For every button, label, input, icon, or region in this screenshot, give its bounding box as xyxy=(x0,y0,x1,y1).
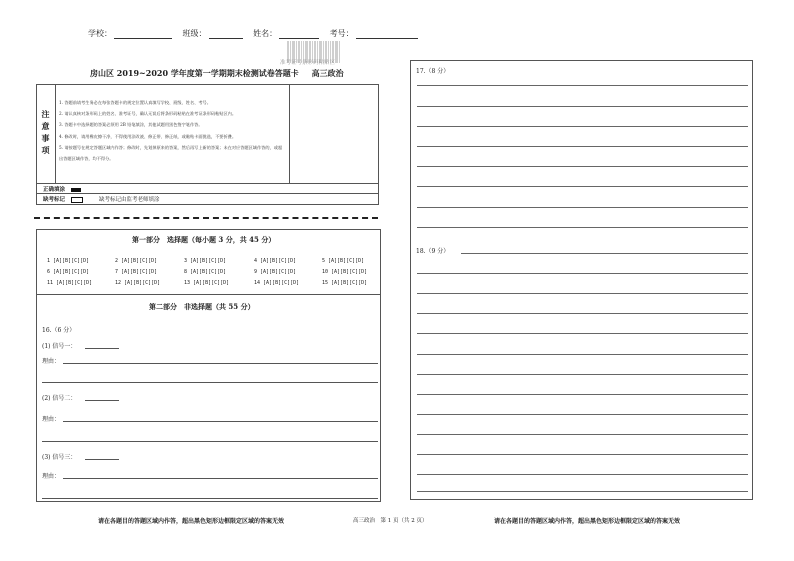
instruction-item: 5. 请按题号在规定答题区域内作答；修改时，先划掉原来的答案，然后再写上新的答案；未在对应答题区域作答的，或超出答题区域作答，均不得分。 xyxy=(59,144,283,162)
name-field[interactable] xyxy=(279,30,319,39)
absent-checkbox[interactable] xyxy=(71,197,83,203)
choice-item[interactable]: 12 [A][B][C][D] xyxy=(115,280,161,286)
answer-line[interactable] xyxy=(417,166,748,167)
choice-item[interactable]: 15 [A][B][C][D] xyxy=(322,280,368,286)
footer-warning-left: 请在各题目的答题区域内作答，超出黑色矩形边框限定区域的答案无效 xyxy=(98,518,285,525)
answer-line[interactable] xyxy=(417,207,748,208)
notes-divider-h xyxy=(37,183,378,184)
notes-divider-h xyxy=(37,193,378,194)
name-label: 姓名： xyxy=(253,29,278,38)
instruction-item: 2. 请认真核对条形码上的姓名、准考证号，确认无误后将条形码粘贴在准考证条形码粘贴区内。 xyxy=(59,111,237,117)
instruction-item: 4. 修改时，请用橡皮擦干净，不得使用涂改液、修正带、修正纸，或黏贴卡面挑选，不要折叠。 xyxy=(59,133,237,139)
signal3-label: (3) 信号三： xyxy=(42,454,77,461)
choice-item[interactable]: 7 [A][B][C][D] xyxy=(115,269,158,275)
reason1-line[interactable] xyxy=(63,363,378,364)
filled-square-icon xyxy=(71,188,81,192)
answer-line[interactable] xyxy=(417,394,748,395)
choice-item[interactable]: 10 [A][B][C][D] xyxy=(322,269,368,275)
correct-fill-label: 正确填涂 xyxy=(43,187,66,193)
instruction-item: 3. 答题卡中选择题的答案必须用 2B 铅笔填涂，其他试题用黑色签字笔作答。 xyxy=(59,122,203,128)
choice-item[interactable]: 1 [A][B][C][D] xyxy=(47,258,90,264)
section1-title: 第一部分 选择题（每小题 3 分，共 45 分） xyxy=(132,235,276,244)
reason2-line[interactable] xyxy=(63,421,378,422)
answer-line[interactable] xyxy=(417,126,748,127)
answer-line[interactable] xyxy=(417,186,748,187)
answer-line[interactable] xyxy=(417,354,748,355)
answer-line[interactable] xyxy=(417,146,748,147)
instructions-list xyxy=(59,97,285,164)
answer-line[interactable] xyxy=(417,293,748,294)
exam-number-field[interactable] xyxy=(356,30,418,39)
exam-number-label: 考号： xyxy=(329,29,354,38)
answer-line[interactable] xyxy=(417,454,748,455)
answer-line[interactable] xyxy=(417,85,748,86)
choice-item[interactable]: 9 [A][B][C][D] xyxy=(254,269,297,275)
choice-item[interactable]: 2 [A][B][C][D] xyxy=(115,258,158,264)
question-18-label: 18.（9 分） xyxy=(416,248,450,255)
choice-item[interactable]: 11 [A][B][C][D] xyxy=(47,280,93,286)
section-divider xyxy=(37,294,380,295)
answer-line[interactable] xyxy=(417,273,748,274)
choice-item[interactable]: 4 [A][B][C][D] xyxy=(254,258,297,264)
reason3-line[interactable] xyxy=(42,498,378,499)
answer-line[interactable] xyxy=(417,414,748,415)
subject-title: 高三政治 xyxy=(311,68,344,78)
reason-label: 理由： xyxy=(42,473,61,480)
instructions-box xyxy=(36,84,379,205)
answer-line[interactable] xyxy=(417,491,748,492)
correct-fill-row xyxy=(43,185,81,193)
signal2-label: (2) 信号二： xyxy=(42,395,77,402)
choice-item[interactable]: 14 [A][B][C][D] xyxy=(254,280,300,286)
reason-label: 理由： xyxy=(42,358,61,365)
choice-item[interactable]: 3 [A][B][C][D] xyxy=(184,258,227,264)
class-label: 班级： xyxy=(182,29,207,38)
answer-line[interactable] xyxy=(417,374,748,375)
class-field[interactable] xyxy=(209,30,243,39)
answer-line[interactable] xyxy=(417,227,748,228)
choice-item[interactable]: 5 [A][B][C][D] xyxy=(322,258,365,264)
barcode-area-label: 准考证号条形码粘贴区 xyxy=(280,60,336,66)
choice-item[interactable]: 13 [A][B][C][D] xyxy=(184,280,230,286)
exam-title: 房山区 2019~2020 学年度第一学期期末检测试卷答题卡 xyxy=(90,68,299,78)
school-field[interactable] xyxy=(114,30,172,39)
page-title xyxy=(90,68,344,79)
signal3-field[interactable] xyxy=(85,459,119,460)
student-info-header xyxy=(88,28,422,39)
question-17-label: 17.（8 分） xyxy=(416,68,450,75)
notes-divider xyxy=(289,85,290,183)
choice-item[interactable]: 6 [A][B][C][D] xyxy=(47,269,90,275)
signal1-field[interactable] xyxy=(85,348,119,349)
section2-title: 第二部分 非选择题（共 55 分） xyxy=(149,302,255,311)
choice-item[interactable]: 8 [A][B][C][D] xyxy=(184,269,227,275)
answer-line[interactable] xyxy=(417,474,748,475)
answer-area-right xyxy=(410,60,753,500)
absent-row xyxy=(43,195,159,203)
reason1-line[interactable] xyxy=(42,382,378,383)
instruction-item: 1. 答题前请考生务必在每张答题卡的规定位置认真填写学校、班级、姓名、考号。 xyxy=(59,100,211,105)
signal2-field[interactable] xyxy=(85,400,119,401)
reason3-line[interactable] xyxy=(63,478,378,479)
cut-line xyxy=(34,217,378,219)
answer-line[interactable] xyxy=(417,106,748,107)
reason2-line[interactable] xyxy=(42,441,378,442)
notes-side-label: 注意事项 xyxy=(37,85,56,183)
page-number: 高三政治 第 1 页（共 2 页） xyxy=(353,518,428,524)
answer-area-left xyxy=(36,229,381,502)
absent-label: 缺考标记 xyxy=(43,197,66,203)
question-16-label: 16.（6 分） xyxy=(42,327,76,334)
reason-label: 理由： xyxy=(42,416,61,423)
answer-line[interactable] xyxy=(417,434,748,435)
answer-line[interactable] xyxy=(417,333,748,334)
answer-line[interactable] xyxy=(461,253,748,254)
absent-note: 缺考标记由监考老师填涂 xyxy=(98,197,160,203)
footer-warning-right: 请在各题目的答题区域内作答，超出黑色矩形边框限定区域的答案无效 xyxy=(494,518,681,525)
school-label: 学校： xyxy=(88,29,112,38)
signal1-label: (1) 信号一： xyxy=(42,343,77,350)
answer-line[interactable] xyxy=(417,313,748,314)
